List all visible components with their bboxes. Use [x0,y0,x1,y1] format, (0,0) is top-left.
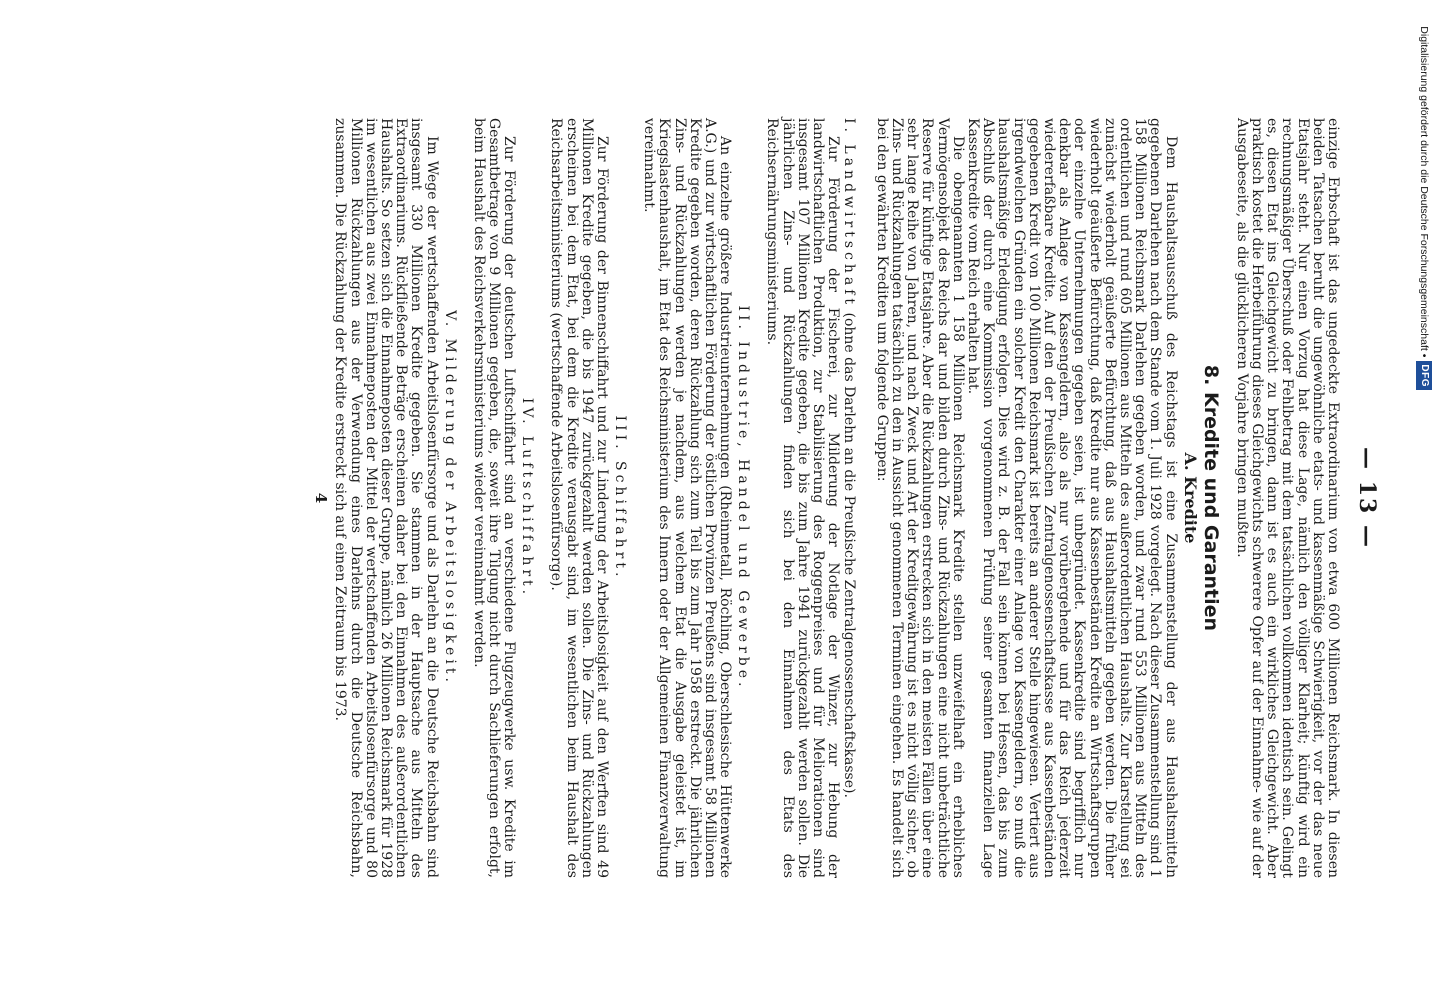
group-text: Zur Förderung der Binnenschiffahrt und zur Linderung der Arbeitslosigkeit auf den Werften sind 49 Millionen Kredite gegeben, die bis 1947 zurückgezahlt werden sollen. Die Zins- und Rückzahlungen erscheinen bei dem Etat, bei dem die Kredite verausgabt sind, im wesentlichen beim Haushalt des Reichsarbeitsministeriums (wertschaffende Arbeitslosenfürsorge). [548,118,611,878]
page-number: — 13 — [1354,447,1380,549]
dfg-logo: DFG [1416,361,1432,390]
page-content [106,118,1386,878]
group-heading: III. Schiffahrt. [612,415,629,581]
credits-paragraph: Die obengenannten 1 158 Millionen Reichsmark Kredite stellen unzweifelhaft ein erhebliches Vermögensobjekt des Reichs dar und bilden durch Zins- und Rückzahlungen eine nicht unbeträchtliche Reserve für künftige Etatsjahre. Aber die Rückzahlungen erstrecken sich in den meisten Fällen über eine sehr lange Reihe von Jahren, und nach Zweck und Art der Kreditgewährung ist es nicht völlig sicher, ob Zins- und Rückzahlungen tatsächlich zu den in Aussicht genommenen Terminen eingehen. Es handelt sich bei den gewährten Krediten um folgende Gruppen: [873,118,966,878]
dfg-digitization-stamp [1414,6,1434,390]
group-landwirtschaft [764,118,855,878]
credits-paragraph: Dem Haushaltsausschuß des Reichstags ist eine Zusammenstellung der aus Haushaltsmitteln gegebenen Darlehen nach dem Stande vom 1. Juli 1928 vorgelegt. Nach dieser Zusammenstellung sind 1 158 Millionen Reichsmark Darlehen gegeben worden, und zwar rund 553 Millionen aus Mitteln des ordentlichen und rund 605 Millionen aus Mitteln des außerordentlichen Haushalts. Zur Klarstellung sei zunächst wiederholt geäußerte Befürchtung, daß aus Haushaltsmitteln gegeben werden. Die früher wiederholt geäußerte Befürchtung, daß Kredite nur aus Kassenbeständen Kredite an Wirtschaftsgruppen oder einzelne Unternehmungen gegeben seien, ist unbegründet. Kassenkredite sind begrifflich nur denkbar als Anlage von Kassengeldern, also als nur vorübergehende und für das Reich jederzeit wiedererfaßbare Kredite. Auf den der Preußischen Zentralgenossenschaftskasse aus Kassenbeständen gegebenen Kredit von 100 Millionen Reichsmark ist bereits an anderer Stelle hingewiesen. Vertiert aus irgendwelchen Gründen ein solcher Kredit den Charakter einer Anlage von Kassengeldern, so muß die haushaltsmäßige Erledigung erfolgen. Dies wird z. B. der Fall sein können bei Hessen, das bis zum Abschluß der durch eine Kommission vorgenommenen Prüfung seiner gesamten finanziellen Lage Kassenkredite vom Reich erhalten hat. [964,118,1179,878]
group-text: Im Wege der wertschaffenden Arbeitslosenfürsorge und als Darlehn an die Deutsche Reichsbahn sind insgesamt 330 Millionen Kredite gegeben. Sie stammen in der Hauptsache aus Mitteln des Extraordinariums. Rückfließende Beträge erscheinen daher bei den Einnahmen des außerordentlichen Haushalts. So setzen sich die Einnahmeposten dieser Gruppe, nämlich 26 Millionen Reichsmark für 1928 im wesentlichen aus zwei Einnahmeposten der Mittel der wertschaffenden Arbeitslosenfürsorge und 80 Millionen Rückzahlungen aus der Verwendung eines Darlehns durch die Deutsche Reichsbahn, zusammen. Die Rückzahlung der Kredite erstreckt sich auf einen Zeitraum bis 1973. [332,118,440,878]
group-heading: II. Industrie, Handel und Gewerbe. [735,305,752,691]
group-heading: I. Landwirtschaft [840,118,857,309]
group-heading: V. Milderung der Arbeitslosigkeit. [441,310,458,686]
section-title: 8. Kredite und Garantien [1199,364,1222,632]
subsection-title: A. Kredite [1180,452,1200,544]
group-heading-paragraph [840,118,855,878]
group-text: An einzelne größere Industrieunternehmungen (Rheinmetall, Röchling, Oberschlesische Hüttenwerke A.G.) und zur wirtschaftlichen Förderung der östlichen Provinzen Preußens sind insgesamt 58 Millionen Kredite gegeben worden, deren Rückzahlung sich zum Teil bis zum Jahr 1958 erstreckt. Die jährlichen Zins- und Rückzahlungen werden je nachdem, aus welchem Etat die Ausgabe geleistet ist, im Kriegslastenhaushalt, im Etat des Reichsministerium des Innern oder der Allgemeinen Finanzverwaltung vereinnahmt. [641,118,734,878]
footer-page-number: 4 [312,492,331,504]
group-heading-suffix: (ohne das Darlehn an die Preußische Zentralgenossenschaftskasse). [840,312,857,798]
group-text: Zur Förderung der deutschen Luftschiffahrt sind an verschiedene Flugzeugwerke usw. Kredite im Gesamtbetrage von 9 Millionen gegeben, die, soweit ihre Tilgung nicht durch Sachlieferungen erfolgt, beim Haushalt des Reichsverkehrsministeriums wieder vereinnahmt werden. [470,118,518,878]
dfg-stamp-text: Digitalisierung gefördert durch die Deutsche Forschungsgemeinschaft • [1418,26,1430,358]
group-text: Zur Förderung der Fischerei, zur Milderung der Notlage der Winzer, zur Hebung der landwirtschaftlichen Produktion, zur Stabilisierung des Roggenpreises und für Meliorationen sind insgesamt 107 Millionen Kredite gegeben, die bis zum Jahre 1941 zurückgezahlt werden sollen. Die jährlichen Zins- und Rückzahlungen finden sich bei den Einnahmen des Etats des Reichsernährungsministeriums. [764,118,842,878]
group-heading: IV. Luftschiffahrt. [519,397,536,599]
intro-paragraph: einzige Erbschaft ist das ungedeckte Extraordinarium von etwa 600 Millionen Reichsmark. In diesen beiden Tatsachen beruht die ungewöhnliche etats- und kassenmäßige Schwierigkeit, vor der das neue Etatsjahr steht. Nur einen Vorzug hat diese Lage, nämlich den völliger Klarheit; künftig wird ein rechnungsmäßiger Überschuß oder Fehlbetrag mit dem tatsächlichen vollkommen identisch sein. Gelingt es, diesen Etat ins Gleichgewicht zu bringen, dann ist es auch ein wirkliches Gleichgewicht. Aber praktisch kostet die Herbeiführung dieses Gleichgewichts schwerere Opfer auf der Einnahme- wie auf der Ausgabeseite, als die glücklicheren Vorjahre bringen mußten. [1233,118,1341,878]
dfg-stamp-text-wrapper [1414,6,1434,390]
